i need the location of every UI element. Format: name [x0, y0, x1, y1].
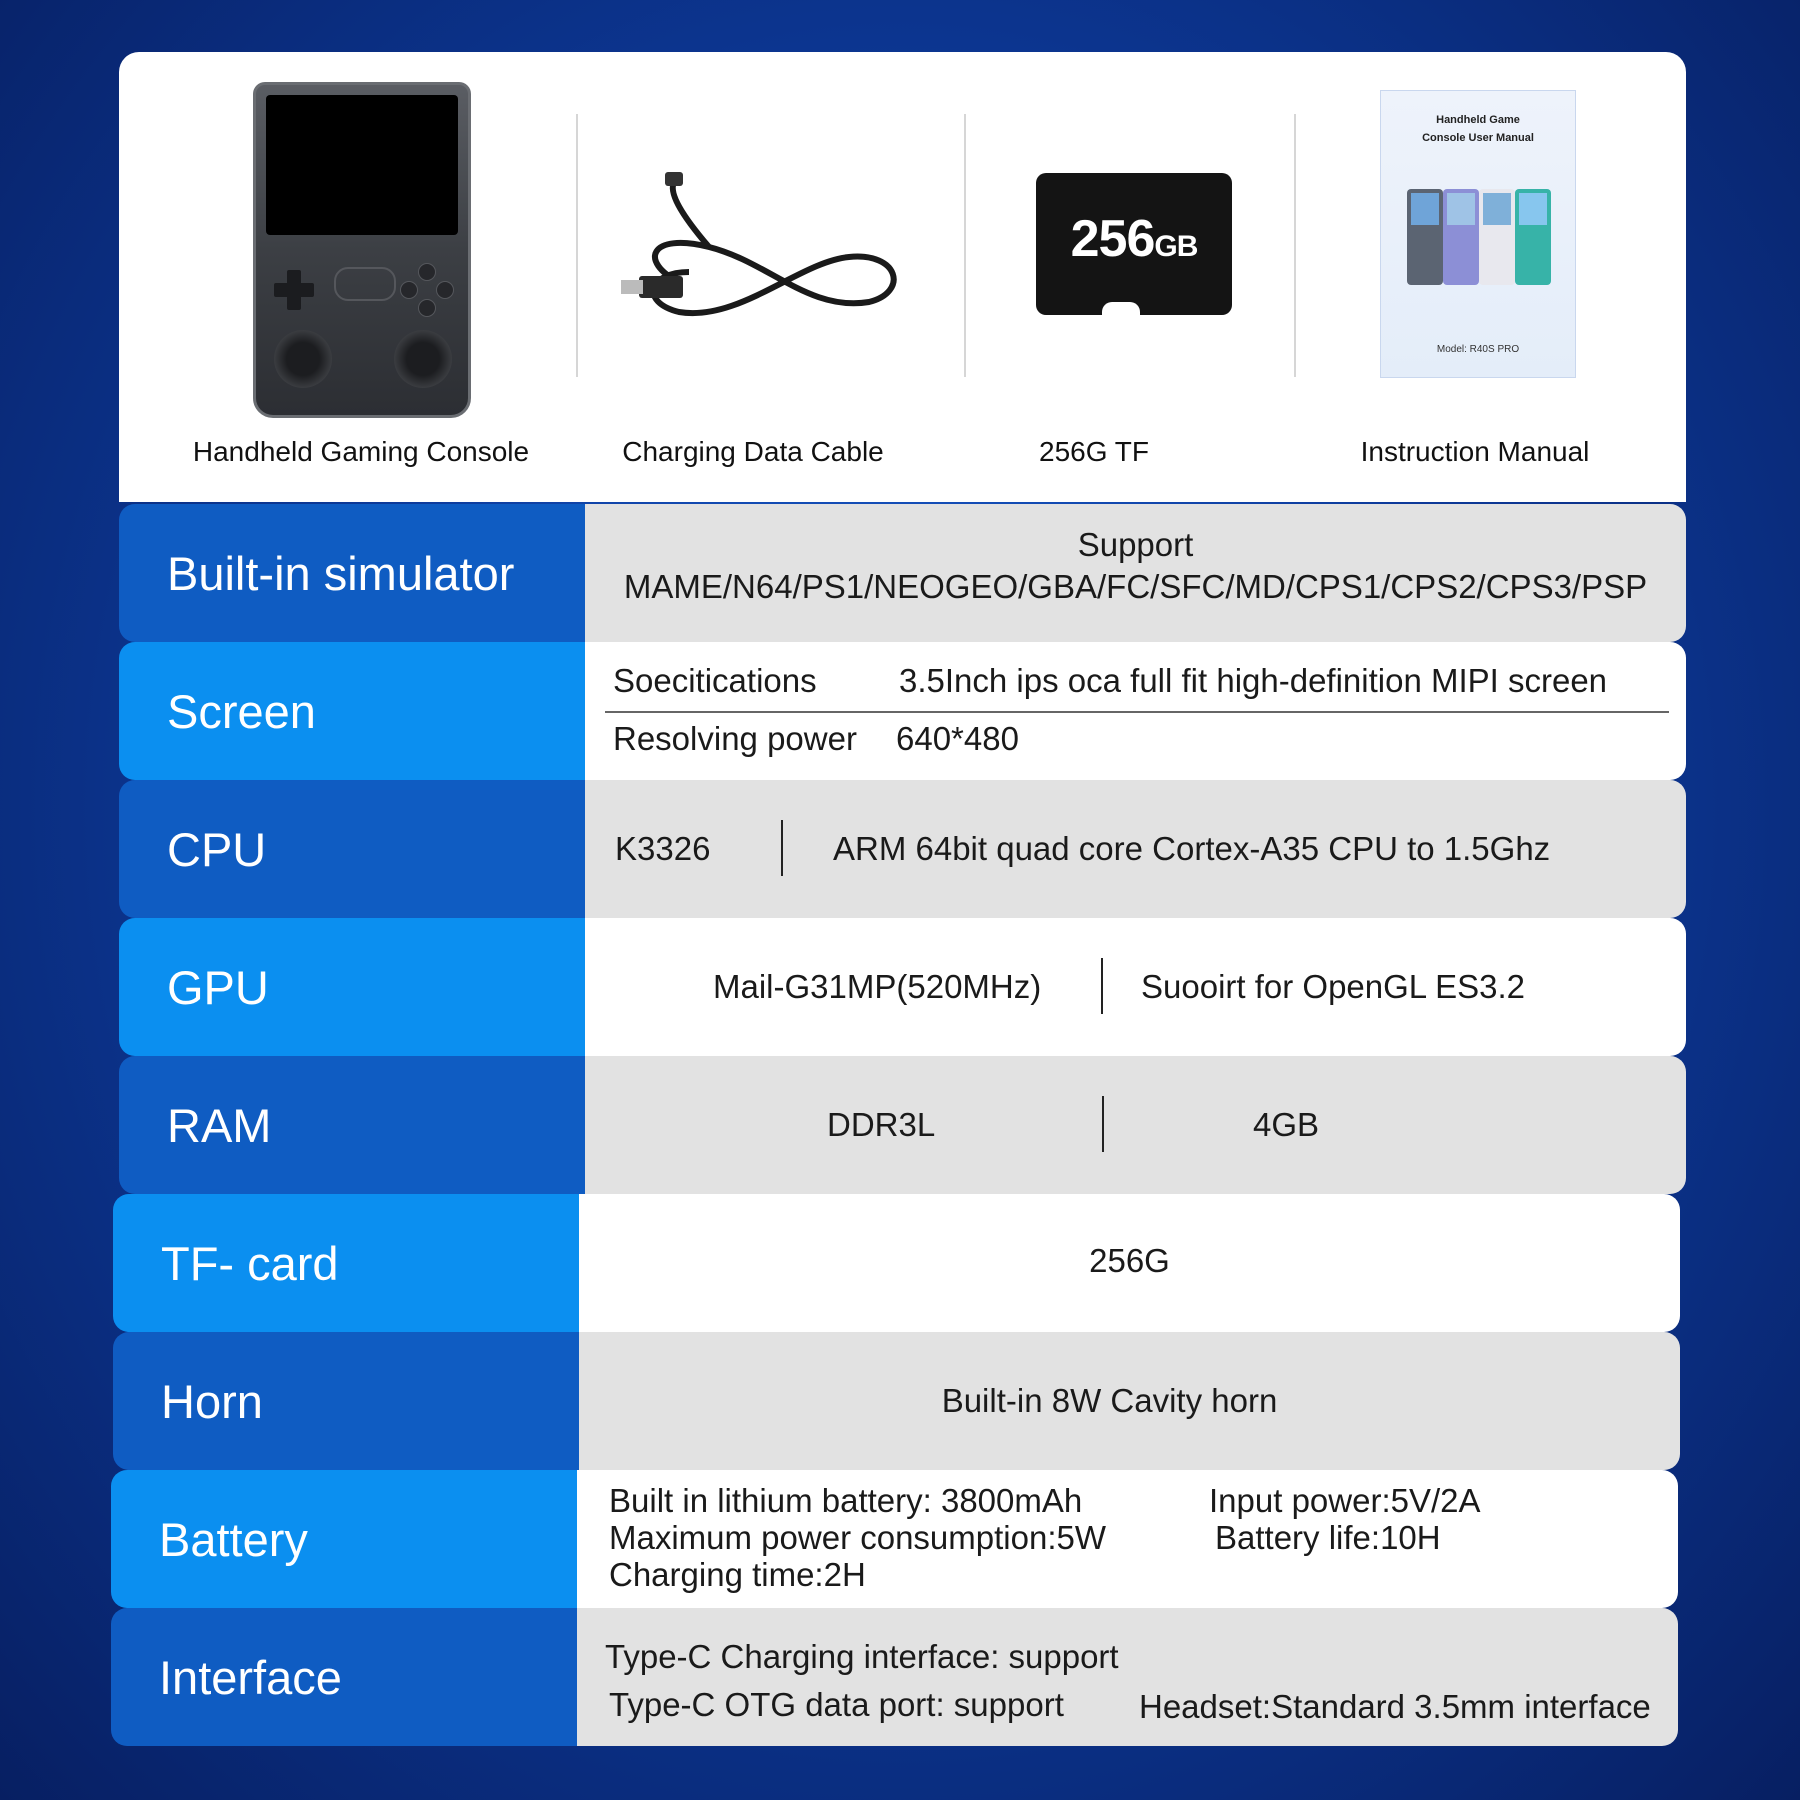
spec-sheet — [119, 52, 1686, 1745]
tf-card-image — [1036, 173, 1232, 315]
spec-row-cpu — [119, 780, 1686, 918]
spec-row-tf-card — [113, 1194, 1680, 1332]
spec-label: Horn — [113, 1332, 579, 1470]
spec-label: TF- card — [113, 1194, 579, 1332]
spec-value: Soecitications 3.5Inch ips oca full fit high-definition MIPI screen Resolving power 640*480 — [585, 642, 1686, 780]
item-manual — [1304, 52, 1686, 502]
manual-model: Model: R40S PRO — [1436, 344, 1520, 355]
spec-row-ram — [119, 1056, 1686, 1194]
spec-label: Screen — [119, 642, 585, 780]
item-caption: 256G TF — [1039, 436, 1149, 467]
item-caption: Handheld Gaming Console — [192, 436, 530, 467]
package-contents — [119, 52, 1686, 502]
item-caption: Instruction Manual — [1360, 436, 1590, 467]
item-tf-card — [954, 52, 1234, 502]
spec-value: Built in lithium battery: 3800mAh Maximum power consumption:5W Charging time:2H Input power:5V/2A Battery life:10H — [577, 1470, 1678, 1608]
spec-label: Interface — [111, 1608, 577, 1746]
item-caption: Charging Data Cable — [622, 436, 884, 467]
item-cable — [566, 52, 940, 502]
spec-value: Mail-G31MP(520MHz) Suooirt for OpenGL ES3.2 — [585, 918, 1686, 1056]
spec-row-interface — [111, 1608, 1678, 1746]
spec-row-simulator — [119, 504, 1686, 642]
spec-label: Built-in simulator — [119, 504, 585, 642]
manual-image: Handheld Game Console User Manual Model: R40S PRO — [1380, 90, 1576, 378]
spec-label: CPU — [119, 780, 585, 918]
cable-image — [619, 172, 909, 362]
console-lineup-icon — [1405, 187, 1555, 287]
spec-row-screen — [119, 642, 1686, 780]
item-console — [119, 52, 603, 502]
spec-value: Support MAME/N64/PS1/NEOGEO/GBA/FC/SFC/MD/CPS1/CPS2/CPS3/PSP — [585, 504, 1686, 642]
spec-value: Built-in 8W Cavity horn — [579, 1332, 1680, 1470]
tf-card-capacity: 256 — [1070, 210, 1155, 268]
spec-row-gpu — [119, 918, 1686, 1056]
spec-value: Type-C Charging interface: support Type-C OTG data port: support Headset:Standard 3.5mm interface — [577, 1608, 1678, 1746]
spec-label: Battery — [111, 1470, 577, 1608]
spec-value: K3326 ARM 64bit quad core Cortex-A35 CPU to 1.5Ghz — [585, 780, 1686, 918]
tf-card-unit: GB — [1154, 230, 1198, 263]
spec-value: 256G — [579, 1194, 1680, 1332]
spec-row-battery — [111, 1470, 1678, 1608]
spec-value: DDR3L 4GB — [585, 1056, 1686, 1194]
spec-label: GPU — [119, 918, 585, 1056]
spec-label: RAM — [119, 1056, 585, 1194]
spec-row-horn — [113, 1332, 1680, 1470]
console-image — [253, 82, 471, 418]
